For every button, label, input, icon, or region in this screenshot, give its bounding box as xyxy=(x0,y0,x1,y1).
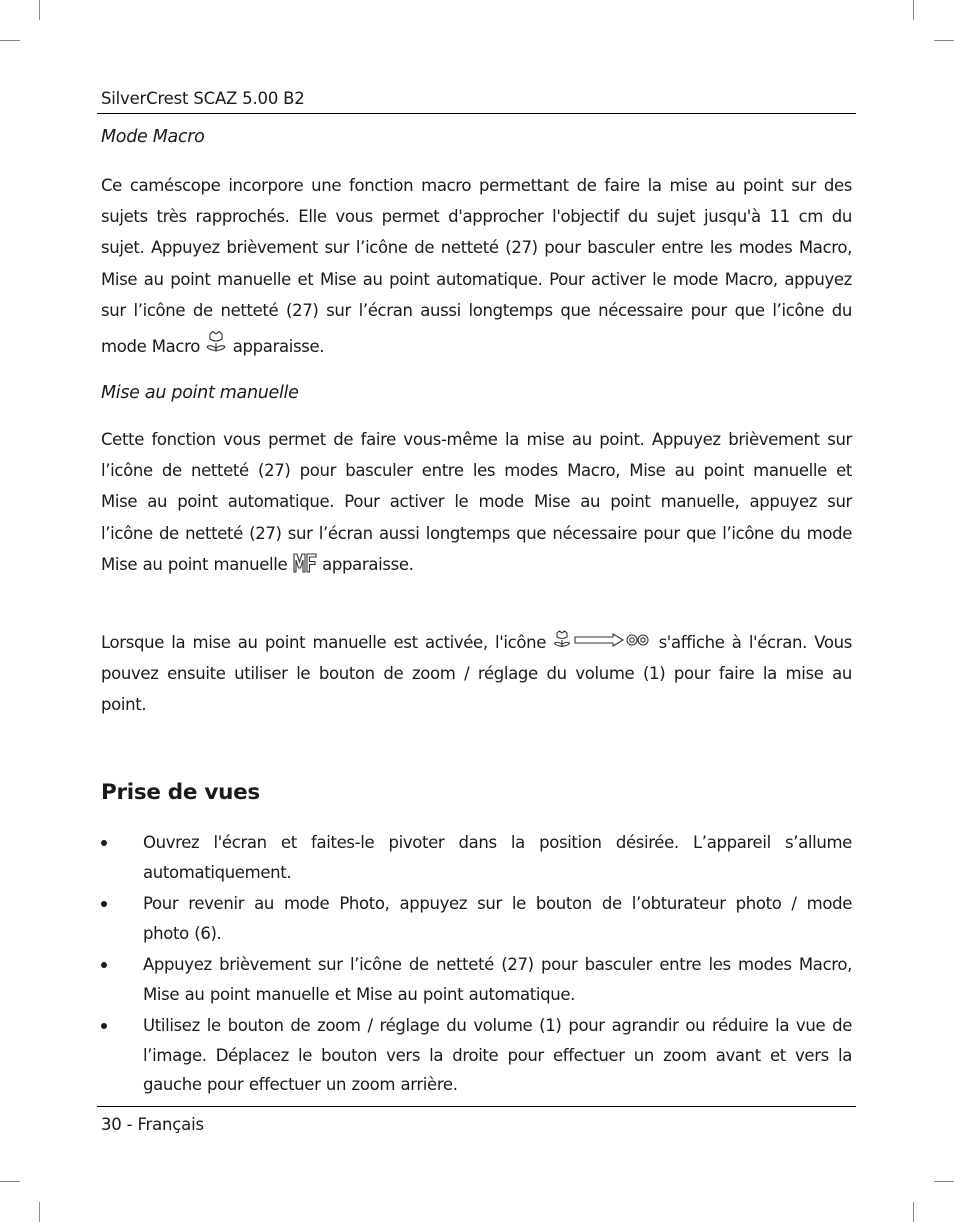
macro-flower-icon xyxy=(205,330,227,366)
text-line: l’icône de netteté (27) sur l’écran aussi longtemps que nécessaire pour que l’icône du mode xyxy=(101,523,852,543)
text-line: point. xyxy=(101,695,147,715)
heading-mode-macro: Mode Macro xyxy=(101,127,205,147)
text-line: Ce caméscope incorpore une fonction macro permettant de faire la mise au point sur des xyxy=(101,176,852,195)
footer-rule xyxy=(97,1106,856,1107)
crop-mark xyxy=(39,1202,40,1222)
crop-mark xyxy=(913,0,914,20)
text-line: sujet. Appuyez brièvement sur l’icône de netteté (27) pour basculer entre les modes Macro, xyxy=(101,238,852,258)
text-fragment: mode Macro xyxy=(101,336,200,356)
list-item xyxy=(101,1011,852,1100)
text-line: Cette fonction vous permet de faire vous-même la mise au point. Appuyez brièvement sur xyxy=(101,430,852,449)
text-line: photo (6). xyxy=(143,923,222,943)
bullet-dot xyxy=(101,1023,107,1029)
text-fragment: apparaisse. xyxy=(322,554,414,574)
text-line: sujets très rapprochés. Elle vous permet d'approcher l'objectif du sujet jusqu'à 11 cm du xyxy=(101,207,852,227)
text-line: sur l’icône de netteté (27) sur l’écran aussi longtemps que nécessaire pour que l’icône du xyxy=(101,300,852,320)
list-item xyxy=(101,950,852,1009)
list-item xyxy=(101,828,852,887)
heading-prise-de-vues: Prise de vues xyxy=(101,780,260,805)
crop-mark xyxy=(0,1181,20,1182)
bullet-dot xyxy=(101,962,107,968)
text-line: Mise au point manuelle et Mise au point automatique. xyxy=(143,984,576,1004)
header-rule xyxy=(97,113,856,114)
text-fragment: Lorsque la mise au point manuelle est activée, l'icône xyxy=(101,633,547,652)
crop-mark xyxy=(913,1202,914,1222)
crop-mark xyxy=(0,40,20,41)
bullet-dot xyxy=(101,901,107,907)
text-line: Mise au point manuelle et Mise au point automatique. Pour activer le mode Macro, appuyez xyxy=(101,269,852,289)
text-fragment: apparaisse. xyxy=(232,336,325,356)
page-footer: 30 - Français xyxy=(101,1115,204,1134)
text-line xyxy=(101,627,852,658)
crop-mark xyxy=(934,40,954,41)
bullet-dot xyxy=(101,840,107,846)
paragraph-manual-activated xyxy=(101,627,852,721)
text-line: Appuyez brièvement sur l’icône de netteté (27) pour basculer entre les modes Macro, xyxy=(143,955,852,974)
text-line: pouvez ensuite utiliser le bouton de zoom / réglage du volume (1) pour faire la mise au xyxy=(101,664,852,684)
text-line xyxy=(101,549,852,580)
text-line xyxy=(101,330,852,361)
running-header: SilverCrest SCAZ 5.00 B2 xyxy=(101,89,305,108)
text-line: l’image. Déplacez le bouton vers la droite pour effectuer un zoom avant et vers la xyxy=(143,1045,852,1065)
text-line: Ouvrez l'écran et faites-le pivoter dans la position désirée. L’appareil s’allume xyxy=(143,833,852,852)
text-fragment: s'affiche à l'écran. Vous xyxy=(658,633,852,652)
text-line: Pour revenir au mode Photo, appuyez sur le bouton de l’obturateur photo / mode xyxy=(143,894,852,913)
crop-mark xyxy=(39,0,40,20)
text-line: l’icône de netteté (27) pour basculer entre les modes Macro, Mise au point manuelle et xyxy=(101,461,852,481)
heading-manual-focus: Mise au point manuelle xyxy=(101,383,299,403)
bullet-list xyxy=(101,828,852,1100)
text-fragment: Mise au point manuelle xyxy=(101,554,288,574)
paragraph-manual-focus xyxy=(101,424,852,580)
text-line: gauche pour effectuer un zoom arrière. xyxy=(143,1075,458,1094)
crop-mark xyxy=(934,1181,954,1182)
text-line: Mise au point automatique. Pour activer le mode Mise au point manuelle, appuyez sur xyxy=(101,492,852,512)
text-line: automatiquement. xyxy=(143,862,292,882)
text-line: Utilisez le bouton de zoom / réglage du volume (1) pour agrandir ou réduire la vue de xyxy=(143,1016,852,1035)
paragraph-macro xyxy=(101,170,852,361)
list-item xyxy=(101,889,852,948)
mf-icon xyxy=(293,552,317,584)
